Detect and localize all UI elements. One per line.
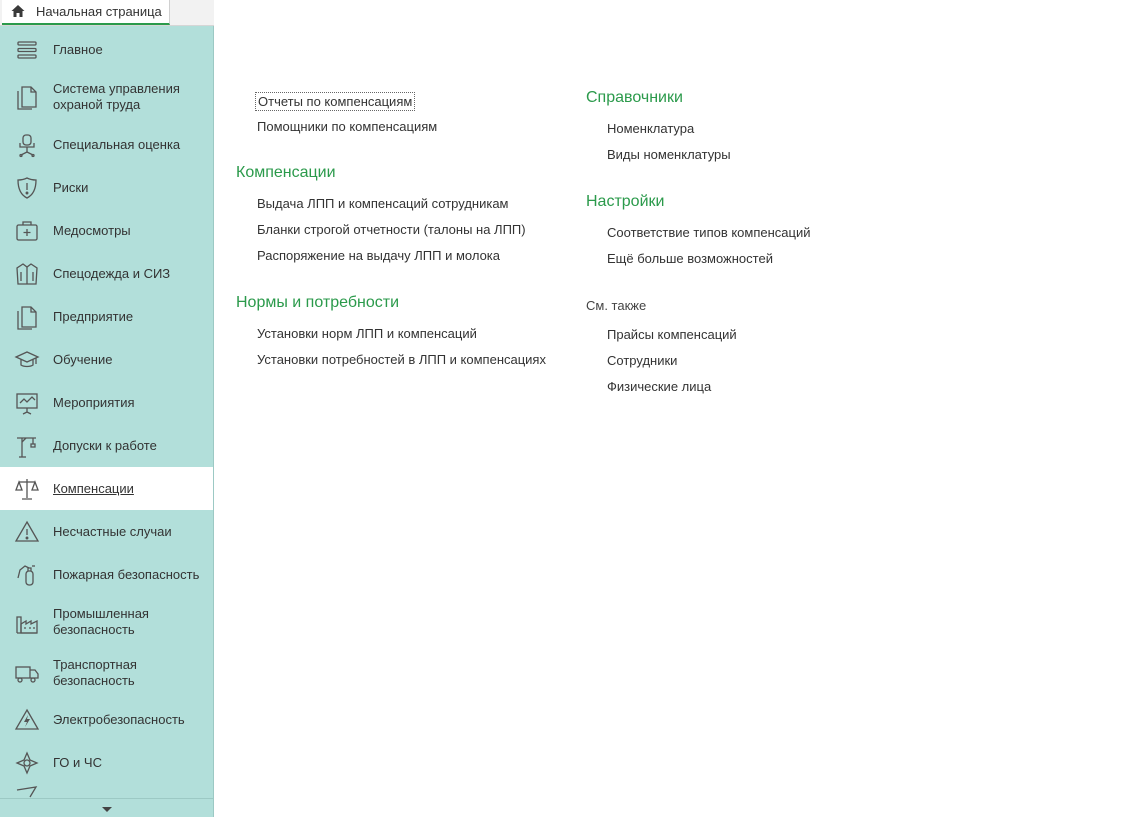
- sidebar-item-label: Обучение: [53, 351, 113, 367]
- sidebar-item-electrical-safety[interactable]: [0, 698, 213, 741]
- link-more-options[interactable]: Ещё больше возможностей: [607, 251, 773, 266]
- sidebar-item-label: Риски: [53, 179, 89, 195]
- tab-home[interactable]: [2, 0, 170, 25]
- sidebar-item-work-permits[interactable]: [0, 424, 213, 467]
- link-individuals[interactable]: Физические лица: [607, 379, 712, 394]
- sidebar-item-industrial-safety[interactable]: [0, 596, 213, 647]
- link-employees[interactable]: Сотрудники: [607, 353, 678, 368]
- chevron-down-icon: [102, 807, 112, 812]
- sidebar-item-special-assessment[interactable]: [0, 123, 213, 166]
- sidebar-item-main[interactable]: [0, 28, 213, 71]
- link-compensation-reports[interactable]: Отчеты по компенсациям: [255, 92, 415, 111]
- crane-icon: [13, 432, 41, 460]
- tab-bar: [0, 0, 214, 26]
- link-strict-forms[interactable]: Бланки строгой отчетности (талоны на ЛПП): [257, 222, 526, 237]
- truck-icon: [13, 659, 41, 687]
- link-issue-lpp[interactable]: Выдача ЛПП и компенсаций сотрудникам: [257, 196, 509, 211]
- graduation-cap-icon: [13, 346, 41, 374]
- sidebar-item-ohs-management[interactable]: [0, 71, 213, 123]
- sidebar: [0, 26, 214, 817]
- electric-hazard-icon: [13, 706, 41, 734]
- sidebar-item-accidents[interactable]: [0, 510, 213, 553]
- link-type-mapping[interactable]: Соответствие типов компенсаций: [607, 225, 811, 240]
- link-price-lists[interactable]: Прайсы компенсаций: [607, 327, 737, 342]
- menu-lines-icon: [13, 36, 41, 64]
- sidebar-item-civil-defense[interactable]: [0, 741, 213, 784]
- sidebar-item-label: Медосмотры: [53, 222, 131, 238]
- sidebar-item-label: ГО и ЧС: [53, 754, 102, 770]
- sidebar-item-label: Специальная оценка: [53, 136, 181, 152]
- sidebar-item-label: Предприятие: [53, 308, 134, 324]
- document-icon: [13, 303, 41, 331]
- jacket-icon: [13, 260, 41, 288]
- medical-kit-icon: [13, 217, 41, 245]
- link-compensation-assistants[interactable]: Помощники по компенсациям: [257, 119, 438, 134]
- sidebar-item-label: Пожарная безопасность: [53, 566, 200, 582]
- sidebar-item-label: Спецодежда и СИЗ: [53, 265, 171, 281]
- section-title-see-also: См. также: [586, 298, 647, 313]
- sidebar-scroll-down-button[interactable]: [0, 798, 213, 817]
- document-icon: [13, 83, 41, 111]
- sidebar-item-transport-safety[interactable]: [0, 647, 213, 698]
- sidebar-item-label: Транспортная безопасность: [53, 656, 137, 688]
- link-needs-settings[interactable]: Установки потребностей в ЛПП и компенсациях: [257, 352, 546, 367]
- link-issue-order[interactable]: Распоряжение на выдачу ЛПП и молока: [257, 248, 501, 263]
- section-title-compensations: Компенсации: [236, 164, 336, 181]
- scales-icon: [13, 475, 41, 503]
- sidebar-item-label: Главное: [53, 41, 103, 57]
- link-norm-settings[interactable]: Установки норм ЛПП и компенсаций: [257, 326, 477, 341]
- shield-icon: [13, 174, 41, 202]
- section-title-norms: Нормы и потребности: [236, 294, 399, 311]
- main-content: [215, 0, 1134, 817]
- sidebar-item-label: Мероприятия: [53, 394, 135, 410]
- sidebar-item-training[interactable]: [0, 338, 213, 381]
- sidebar-item-workwear[interactable]: [0, 252, 213, 295]
- sidebar-item-label: Электробезопасность: [53, 711, 185, 727]
- sidebar-item-fire-safety[interactable]: [0, 553, 213, 596]
- sidebar-item-events[interactable]: [0, 381, 213, 424]
- section-title-settings: Настройки: [586, 193, 665, 210]
- sidebar-item-label: Компенсации: [53, 480, 134, 496]
- sidebar-item-label: Промышленная безопасность: [53, 605, 149, 637]
- sidebar-item-medical-exams[interactable]: [0, 209, 213, 252]
- presentation-board-icon: [13, 389, 41, 417]
- section-title-catalogs: Справочники: [586, 89, 683, 106]
- tab-home-label: Начальная страница: [36, 4, 162, 19]
- sidebar-item-label: Несчастные случаи: [53, 523, 172, 539]
- warning-triangle-icon: [13, 518, 41, 546]
- civil-defense-icon: [13, 749, 41, 777]
- office-chair-icon: [13, 131, 41, 159]
- fire-extinguisher-icon: [13, 561, 41, 589]
- sidebar-item-enterprise[interactable]: [0, 295, 213, 338]
- sidebar-item-label: Допуски к работе: [53, 437, 157, 453]
- link-nomenclature[interactable]: Номенклатура: [607, 121, 695, 136]
- sidebar-item-risks[interactable]: [0, 166, 213, 209]
- factory-icon: [13, 608, 41, 636]
- home-icon: [10, 3, 26, 19]
- sidebar-item-label: Система управления охраной труда: [53, 81, 180, 112]
- link-nomenclature-types[interactable]: Виды номенклатуры: [607, 147, 731, 162]
- sidebar-item-compensations[interactable]: [0, 467, 213, 510]
